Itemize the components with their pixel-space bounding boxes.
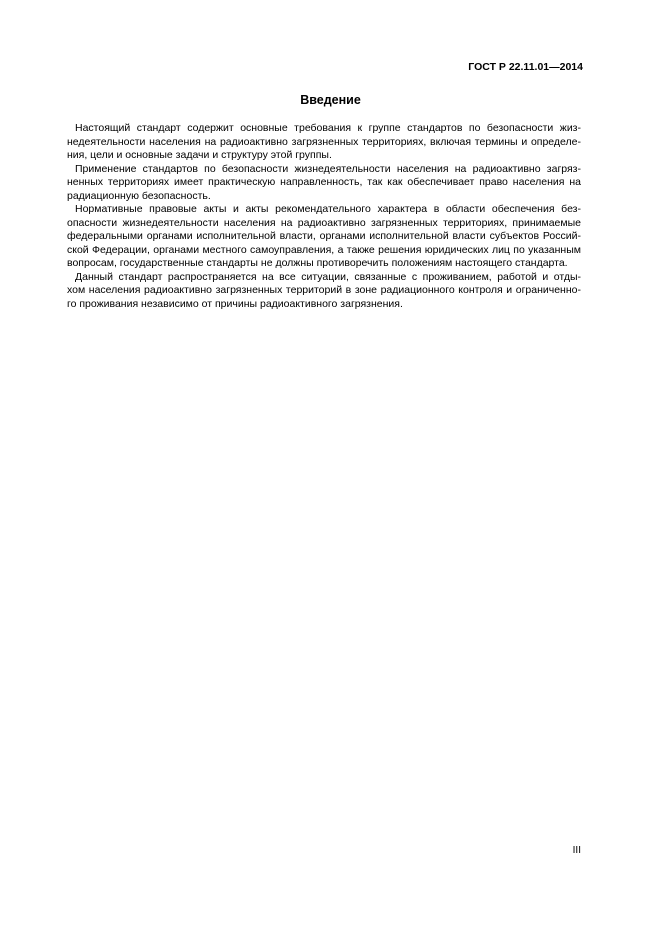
section-title: Введение	[300, 93, 361, 107]
text-line: Применение стандартов по безопасности жизнедеятельности населения на радиоактивно загряз-	[75, 162, 581, 175]
text-line: ской Федерации, органами местного самоуправления, а также решения юридических лиц по указанным	[67, 243, 581, 256]
text-line: Нормативные правовые акты и акты рекомендательного характера в области обеспечения без-	[75, 203, 581, 215]
text-line: Данный стандарт распространяется на все ситуации, связанные с проживанием, работой и отды-	[75, 270, 581, 283]
paragraph-4	[67, 271, 581, 312]
text-line: вопросам, государственные стандарты не должны противоречить положениям настоящего стандарта.	[67, 257, 568, 269]
text-line: ния, цели и основные задачи и структуру этой группы.	[67, 149, 332, 161]
document-code: ГОСТ Р 22.11.01—2014	[468, 61, 583, 73]
text-line: опасности жизнедеятельности населения на радиоактивно загрязненных территориях, принимаемые	[67, 216, 581, 229]
text-line: ненных территориях имеет практическую направленность, так как обеспечивает право населения на	[67, 176, 581, 188]
text-line: федеральными органами исполнительной власти, органами исполнительной власти субъектов Россий-	[67, 230, 581, 242]
paragraph-2	[67, 163, 581, 204]
page-number: III	[572, 845, 581, 856]
text-line: хом населения радиоактивно загрязненных территорий в зоне радиационного контроля и ограниченно-	[67, 284, 581, 296]
text-line: недеятельности населения на радиоактивно загрязненных территориях, включая термины и определе-	[67, 135, 581, 148]
text-line: радиационную безопасность.	[67, 189, 211, 202]
paragraph-3	[67, 203, 581, 271]
text-line: го проживания независимо от причины радиоактивного загрязнения.	[67, 297, 403, 310]
body-text	[67, 122, 581, 311]
paragraph-1	[67, 122, 581, 163]
text-line: Настоящий стандарт содержит основные требования к группе стандартов по безопасности жиз-	[75, 122, 581, 134]
